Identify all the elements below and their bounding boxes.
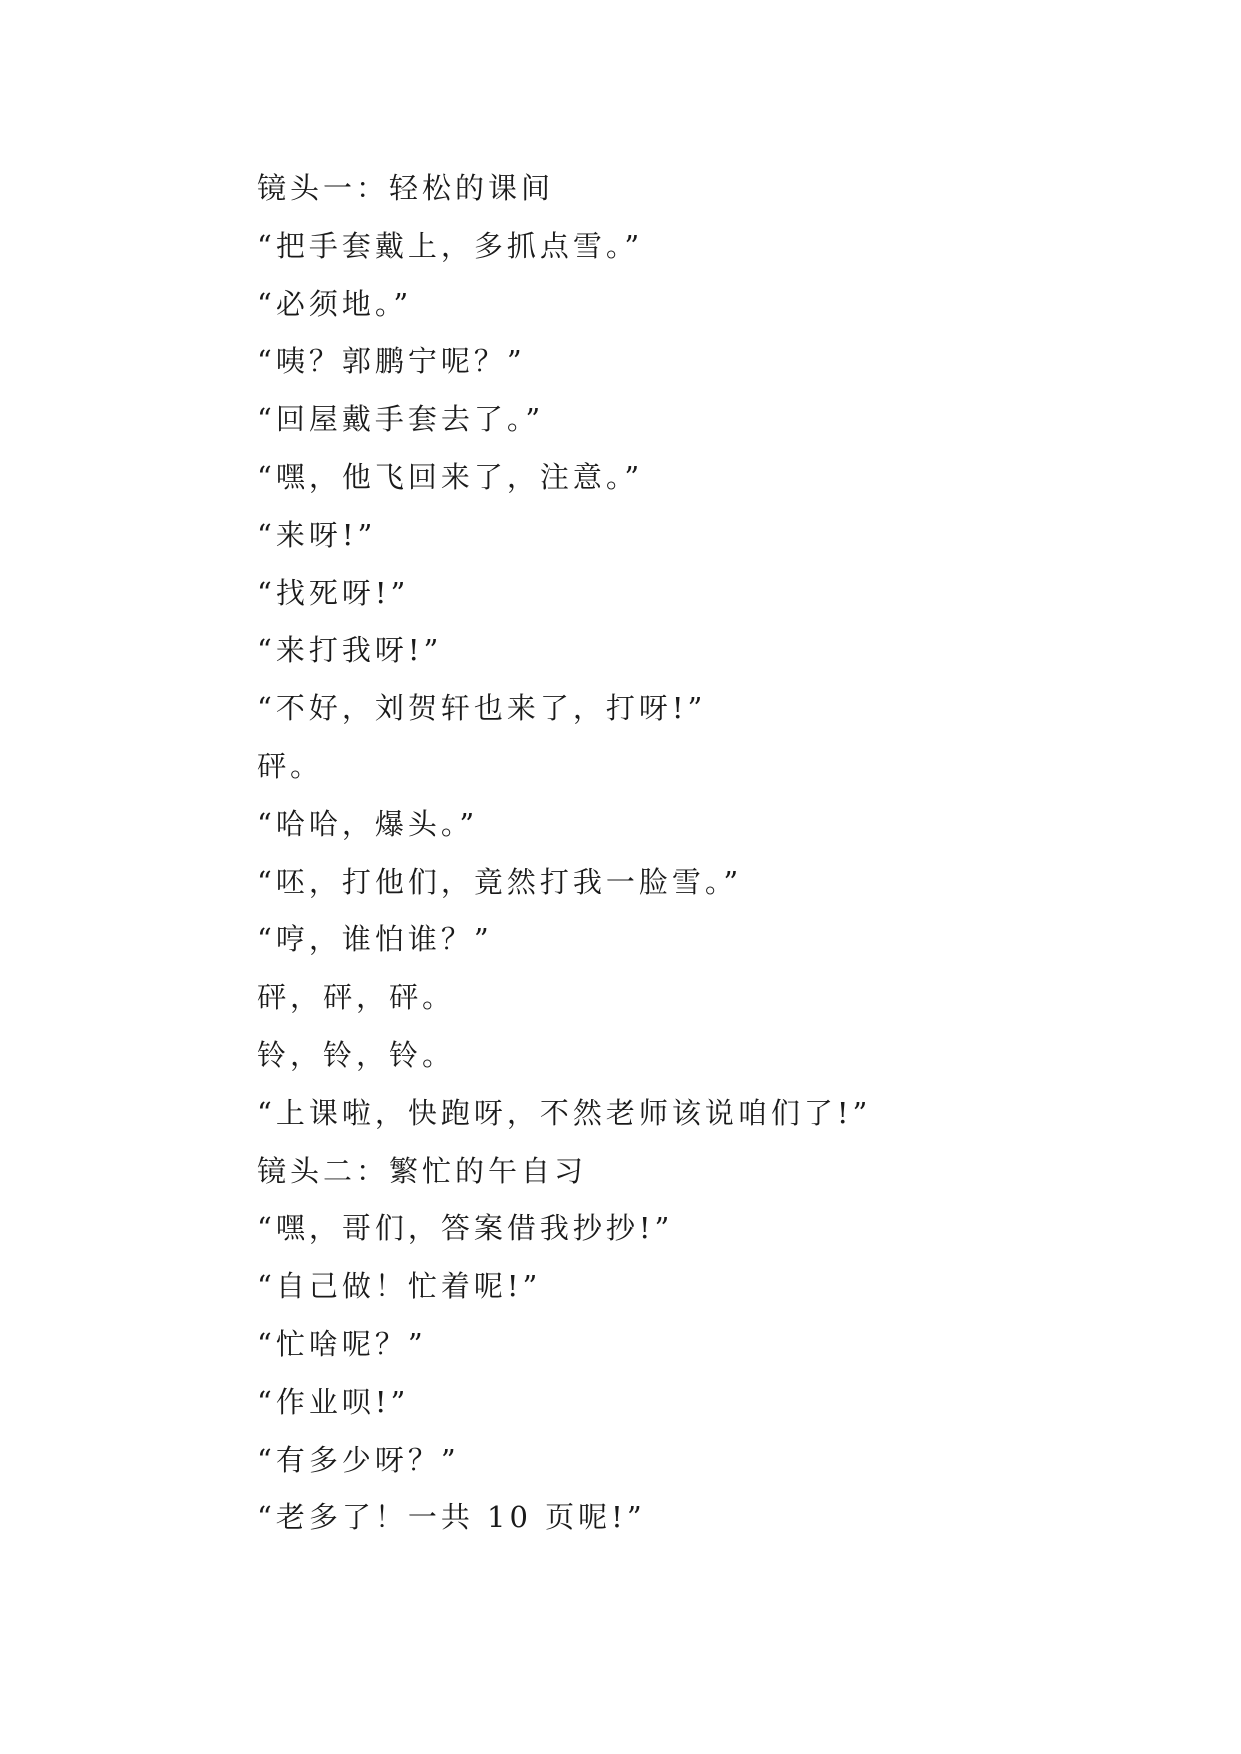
dialogue-line: “上课啦，快跑呀，不然老师该说咱们了!” (257, 1095, 872, 1130)
dialogue-line: “老多了！一共 10 页呢!” (257, 1500, 646, 1535)
dialogue-line: “咦？郭鹏宁呢？” (257, 344, 526, 379)
dialogue-line: “哼，谁怕谁？” (257, 922, 493, 957)
dialogue-line: “忙啥呢？” (257, 1326, 427, 1361)
dialogue-line: “必须地。” (257, 286, 413, 321)
dialogue-line: “呸，打他们，竟然打我一脸雪。” (257, 864, 743, 899)
dialogue-line: “有多少呀？” (257, 1442, 460, 1477)
sound-effect-line: 铃，铃，铃。 (257, 1037, 456, 1072)
dialogue-line: “找死呀!” (257, 575, 410, 610)
scene-heading: 镜头一：轻松的课间 (257, 171, 555, 205)
dialogue-line: “嘿，他飞回来了，注意。” (257, 459, 644, 494)
dialogue-line: “嘿，哥们，答案借我抄抄!” (257, 1211, 674, 1246)
sound-effect-line: 砰。 (257, 748, 324, 783)
dialogue-line: “把手套戴上，多抓点雪。” (257, 228, 644, 263)
dialogue-line: “回屋戴手套去了。” (257, 402, 545, 437)
dialogue-line: “哈哈，爆头。” (257, 806, 479, 841)
scene-heading: 镜头二：繁忙的午自习 (257, 1153, 588, 1188)
dialogue-line: “不好，刘贺轩也来了，打呀!” (257, 691, 707, 726)
dialogue-line: “自己做！忙着呢!” (257, 1269, 542, 1304)
sound-effect-line: 砰，砰，砰。 (257, 980, 456, 1015)
dialogue-line: “作业呗!” (257, 1384, 410, 1419)
dialogue-line: “来呀!” (257, 517, 377, 552)
dialogue-line: “来打我呀!” (257, 633, 443, 668)
document-body (257, 160, 1157, 1547)
